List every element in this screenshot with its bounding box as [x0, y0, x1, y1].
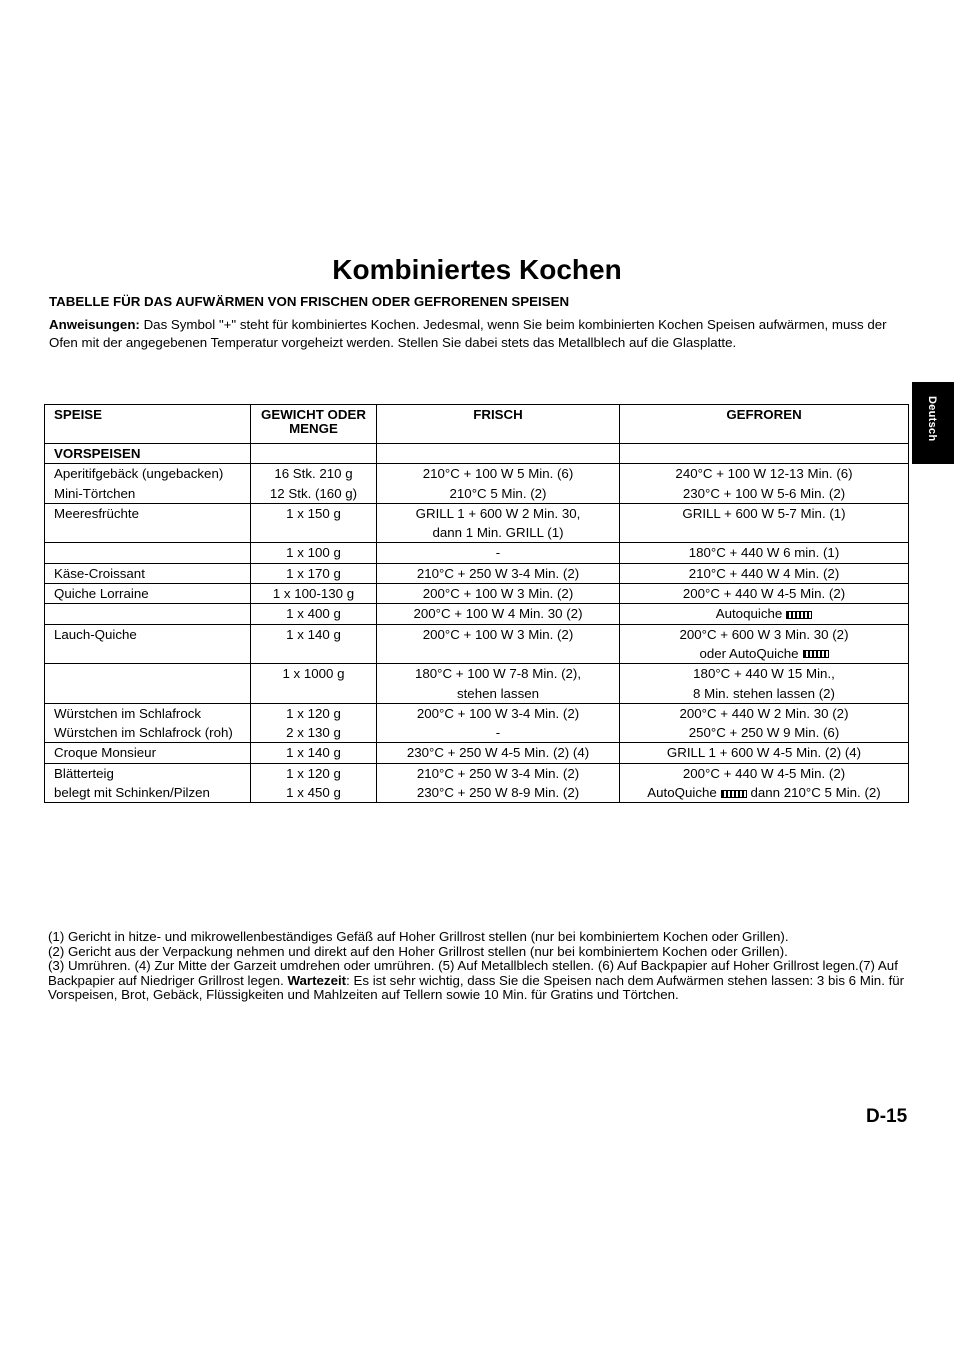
cell-frisch [377, 743, 620, 763]
cell-speise [45, 624, 251, 644]
cell-speise-text: belegt mit Schinken/Pilzen [54, 785, 210, 801]
table-row [45, 444, 909, 464]
cell-gefroren-text: Autoquiche [715, 606, 783, 622]
header-frisch: FRISCH [377, 405, 620, 444]
cell-gefroren [620, 703, 909, 723]
cell-frisch [377, 484, 620, 504]
cell-gefroren-suffix: dann 210°C 5 Min. (2) [746, 785, 881, 801]
cell-frisch-text: 210°C 5 Min. (2) [449, 485, 547, 501]
cell-gewicht [251, 783, 377, 803]
cell-gewicht-text: 1 x 400 g [286, 606, 341, 622]
cell-gefroren-text: 8 Min. stehen lassen (2) [693, 685, 835, 701]
cell-gewicht [251, 684, 377, 704]
cell-gewicht [251, 503, 377, 523]
table-row [45, 563, 909, 583]
cell-gewicht-text: 1 x 120 g [286, 765, 341, 781]
cell-speise [45, 563, 251, 583]
cell-speise-text: Würstchen im Schlafrock [54, 705, 202, 721]
cell-frisch-text: 200°C + 100 W 3 Min. (2) [422, 586, 574, 602]
cell-gefroren-text: GRILL 1 + 600 W 4-5 Min. (2) (4) [666, 745, 862, 761]
cell-gefroren-text: oder AutoQuiche [699, 645, 799, 661]
cell-gewicht [251, 543, 377, 563]
table-row [45, 684, 909, 704]
cell-gewicht-text: 1 x 140 g [286, 745, 341, 761]
cell-gefroren [620, 484, 909, 504]
table-row [45, 743, 909, 763]
table-row [45, 664, 909, 684]
cell-frisch-text: - [495, 545, 501, 561]
cell-frisch [377, 503, 620, 523]
cell-gefroren [620, 543, 909, 563]
cell-frisch-text: 210°C + 250 W 3-4 Min. (2) [416, 565, 580, 581]
cell-gewicht [251, 723, 377, 743]
cell-speise-text: Würstchen im Schlafrock (roh) [54, 725, 233, 741]
table-row [45, 484, 909, 504]
footnote-3 [48, 959, 908, 1003]
cell-frisch [377, 783, 620, 803]
cell-gewicht-text: 1 x 150 g [286, 505, 341, 521]
cell-gewicht-text: 1 x 100 g [286, 545, 341, 561]
cell-gewicht-text: 12 Stk. (160 g) [269, 485, 358, 501]
cell-gewicht-text: 1 x 1000 g [282, 666, 345, 682]
cell-gefroren-text: 200°C + 440 W 2 Min. 30 (2) [679, 705, 849, 721]
cell-speise [45, 644, 251, 664]
table-row [45, 783, 909, 803]
cell-gefroren-text: 250°C + 250 W 9 Min. (6) [688, 725, 840, 741]
cell-gefroren-text: GRILL + 600 W 5-7 Min. (1) [682, 505, 846, 521]
cell-frisch-text: 210°C + 250 W 3-4 Min. (2) [416, 765, 580, 781]
cell-gewicht [251, 484, 377, 504]
cell-gewicht [251, 763, 377, 783]
cell-gewicht-text: 1 x 140 g [286, 626, 341, 642]
cell-speise [45, 763, 251, 783]
cell-frisch [377, 644, 620, 664]
cell-speise-text: VORSPEISEN [54, 446, 141, 461]
table-row [45, 624, 909, 644]
cell-gewicht-text: 2 x 130 g [286, 725, 341, 741]
cell-frisch-text: 230°C + 250 W 4-5 Min. (2) (4) [406, 745, 590, 761]
cell-speise [45, 684, 251, 704]
wartezeit-label: Wartezeit [287, 972, 347, 988]
cell-gefroren-text: 200°C + 440 W 4-5 Min. (2) [682, 765, 846, 781]
footnote-1: (1) Gericht in hitze- und mikrowellenbeständiges Gefäß auf Hoher Grillrost stellen (nur bei kombiniertem Kochen oder Grillen). [48, 929, 789, 944]
footnote-3-text-b: : Es ist sehr wichtig, dass Sie die Speisen nach dem Aufwärmen stehen lassen: 3 bis 6 Min. für Vorspeisen, Brot, Gebäck, Flüssigkeiten und Mahlzeiten auf Tellern sowie 10 Min. für Gratins und Törtchen. [48, 972, 905, 1003]
table-row [45, 543, 909, 563]
cell-frisch-text: GRILL 1 + 600 W 2 Min. 30, [415, 505, 581, 521]
cell-frisch-text: 200°C + 100 W 4 Min. 30 (2) [413, 606, 583, 622]
cell-gefroren [620, 684, 909, 704]
cell-frisch [377, 723, 620, 743]
cell-frisch-text: 230°C + 250 W 8-9 Min. (2) [416, 785, 580, 801]
table-subtitle: TABELLE FÜR DAS AUFWÄRMEN VON FRISCHEN ODER GEFRORENEN SPEISEN [49, 294, 570, 309]
autoquiche-icon [786, 611, 812, 619]
cell-gefroren [620, 723, 909, 743]
language-tab-label: Deutsch [926, 396, 938, 442]
cell-frisch-text: 210°C + 100 W 5 Min. (6) [422, 466, 574, 482]
page-title: Kombiniertes Kochen [332, 254, 622, 285]
cell-gefroren-text: 200°C + 440 W 4-5 Min. (2) [682, 586, 846, 602]
table-header-row [45, 405, 909, 444]
cell-frisch-text: dann 1 Min. GRILL (1) [432, 525, 564, 541]
cell-gewicht [251, 464, 377, 484]
cell-speise-text: Blätterteig [54, 765, 114, 781]
cell-speise [45, 464, 251, 484]
cell-gefroren [620, 563, 909, 583]
footnote-3-text: (3) Umrühren. (4) Zur Mitte der Garzeit umdrehen oder umrühren. (5) Auf Metallblech stellen. (6) Auf Backpapier auf Hoher Grillrost legen.(7) Auf Backpapier auf Niedriger Grillrost legen. [48, 958, 898, 988]
cell-frisch [377, 703, 620, 723]
cell-speise-text: Quiche Lorraine [54, 586, 149, 602]
cell-gewicht [251, 523, 377, 543]
cell-gefroren [620, 743, 909, 763]
cell-gewicht [251, 644, 377, 664]
cell-gefroren [620, 664, 909, 684]
cell-gewicht [251, 703, 377, 723]
instructions-text: Das Symbol "+" steht für kombiniertes Kochen. Jedesmal, wenn Sie beim kombinierten Kochen Speisen aufwärmen, muss der Ofen mit der angegebenen Temperatur vorgeheizt werden. Stellen Sie dabei stets das Metallblech auf die Glasplatte. [49, 317, 887, 350]
cell-speise [45, 523, 251, 543]
cell-gefroren [620, 464, 909, 484]
cell-frisch-text: 200°C + 100 W 3 Min. (2) [422, 626, 574, 642]
cell-gewicht [251, 664, 377, 684]
cell-gefroren-text: 200°C + 600 W 3 Min. 30 (2) [679, 626, 849, 642]
instructions [49, 316, 909, 351]
header-speise: SPEISE [45, 405, 251, 444]
cell-frisch [377, 444, 620, 464]
cell-frisch [377, 543, 620, 563]
cell-gefroren [620, 763, 909, 783]
header-gefroren: GEFROREN [620, 405, 909, 444]
cell-speise-text: Aperitifgebäck (ungebacken) [54, 466, 224, 482]
cell-gewicht [251, 624, 377, 644]
table-row [45, 503, 909, 523]
cell-gewicht [251, 604, 377, 624]
cell-frisch [377, 763, 620, 783]
footnotes [48, 930, 908, 1003]
cell-speise [45, 664, 251, 684]
cell-speise [45, 543, 251, 563]
cell-frisch [377, 624, 620, 644]
cell-frisch-text: - [495, 725, 501, 741]
cell-speise [45, 584, 251, 604]
cell-frisch [377, 584, 620, 604]
cell-speise-text: Mini-Törtchen [54, 485, 136, 501]
autoquiche-icon [803, 650, 829, 658]
table-row [45, 644, 909, 664]
cell-speise [45, 703, 251, 723]
table-row [45, 723, 909, 743]
cell-gefroren-text: 180°C + 440 W 6 min. (1) [688, 545, 840, 561]
language-tab [912, 382, 954, 464]
table-row [45, 604, 909, 624]
cell-speise [45, 503, 251, 523]
cell-frisch-text: 180°C + 100 W 7-8 Min. (2), [414, 666, 582, 682]
cell-gewicht-text: 1 x 450 g [286, 785, 341, 801]
footnote-2: (2) Gericht aus der Verpackung nehmen und direkt auf den Hoher Grillrost stellen (nur bei kombiniertem Kochen oder Grillen). [48, 943, 788, 959]
autoquiche-icon [721, 790, 747, 798]
reheating-table [44, 404, 909, 803]
cell-gefroren [620, 783, 909, 803]
table-row [45, 464, 909, 484]
cell-gewicht [251, 563, 377, 583]
cell-frisch-text: 200°C + 100 W 3-4 Min. (2) [416, 705, 580, 721]
cell-gewicht-text: 1 x 100-130 g [272, 586, 355, 602]
cell-gewicht [251, 743, 377, 763]
table-row [45, 703, 909, 723]
cell-gefroren [620, 444, 909, 464]
cell-speise-text: Käse-Croissant [54, 565, 145, 581]
table-row [45, 763, 909, 783]
cell-frisch [377, 523, 620, 543]
cell-speise [45, 484, 251, 504]
cell-gefroren-text: AutoQuiche [647, 785, 717, 801]
cell-gefroren [620, 503, 909, 523]
cell-frisch [377, 684, 620, 704]
cell-speise [45, 604, 251, 624]
cell-gewicht-text: 16 Stk. 210 g [274, 466, 353, 482]
cell-gefroren-text: 210°C + 440 W 4 Min. (2) [688, 565, 840, 581]
cell-gefroren-text: 230°C + 100 W 5-6 Min. (2) [682, 485, 846, 501]
cell-gefroren-text: 240°C + 100 W 12-13 Min. (6) [675, 466, 853, 482]
cell-speise [45, 723, 251, 743]
cell-gefroren [620, 584, 909, 604]
cell-frisch [377, 664, 620, 684]
table-row [45, 584, 909, 604]
cell-speise-text: Lauch-Quiche [54, 626, 137, 642]
cell-frisch-text: stehen lassen [456, 685, 540, 701]
cell-speise [45, 444, 251, 464]
instructions-label: Anweisungen: [49, 317, 140, 332]
page-number: D-15 [866, 1106, 908, 1127]
cell-gewicht-text: 1 x 170 g [286, 565, 341, 581]
cell-frisch [377, 563, 620, 583]
cell-frisch [377, 604, 620, 624]
cell-speise-text: Croque Monsieur [54, 745, 156, 761]
cell-gefroren-text: 180°C + 440 W 15 Min., [693, 666, 835, 682]
cell-gefroren [620, 523, 909, 543]
cell-gefroren [620, 604, 909, 624]
cell-gefroren [620, 624, 909, 644]
table-row [45, 523, 909, 543]
cell-speise [45, 783, 251, 803]
cell-frisch [377, 464, 620, 484]
cell-speise [45, 743, 251, 763]
cell-gewicht-text: 1 x 120 g [286, 705, 341, 721]
cell-gefroren [620, 644, 909, 664]
cell-speise-text: Meeresfrüchte [54, 505, 139, 521]
cell-gewicht [251, 584, 377, 604]
cell-gewicht [251, 444, 377, 464]
header-gewicht: GEWICHT ODER MENGE [251, 405, 377, 444]
